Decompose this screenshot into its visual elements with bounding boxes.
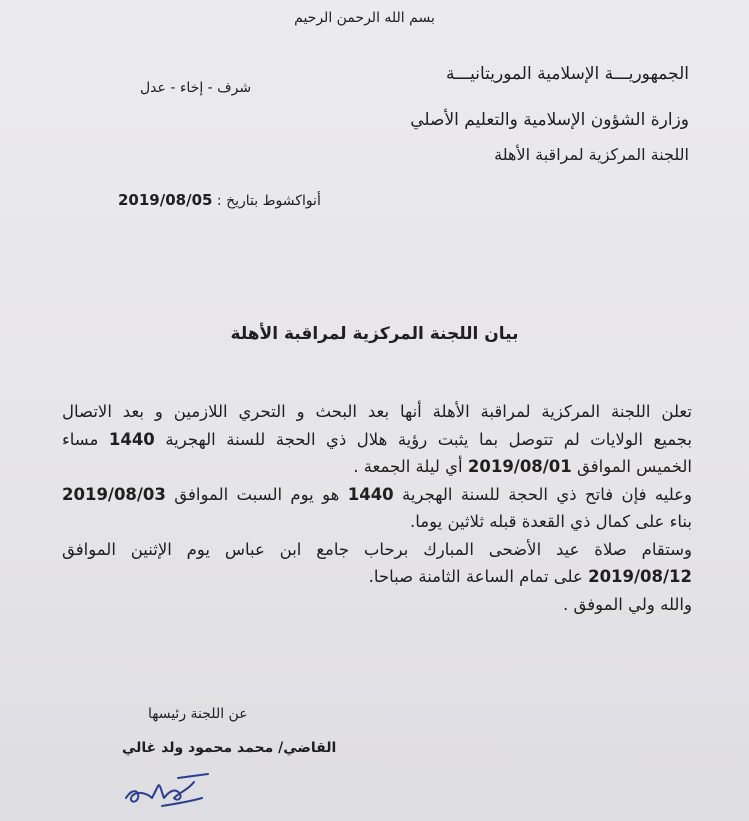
body-line-1 — [62, 398, 692, 426]
body-text: مساء — [62, 429, 99, 449]
body-text: الخميس الموافق — [577, 457, 692, 476]
statement-body — [62, 398, 692, 618]
body-line-2 — [62, 426, 692, 454]
body-text: تعلن اللجنة المركزية لمراقبة الأهلة أنها بعد البحث و التحري اللازمين و بعد الاتصال — [62, 402, 692, 421]
gregorian-date: 2019/08/03 — [62, 484, 166, 504]
body-text: وستقام صلاة عيد الأضحى المبارك برحاب جامع ابن عباس يوم الإثنين الموافق — [62, 539, 692, 559]
body-text: وعليه فإن فاتح ذي الحجة للسنة الهجرية — [402, 484, 693, 504]
signature-caption: عن اللجنة رئيسها — [148, 706, 248, 722]
signatory-name: القاضي/ محمد محمود ولد غالي — [122, 740, 337, 756]
body-line-8 — [62, 591, 692, 619]
body-text: بجميع الولايات لم تتوصل بما يثبت رؤية هلال ذي الحجة للسنة الهجرية — [165, 429, 693, 449]
gregorian-date: 2019/08/12 — [588, 567, 692, 586]
basmala: بسم الله الرحمن الرحيم — [294, 10, 435, 26]
date-value: 2019/08/05 — [118, 191, 213, 209]
body-line-6 — [62, 536, 692, 564]
national-motto: شرف - إخاء - عدل — [140, 80, 252, 96]
body-line-5 — [62, 508, 692, 536]
handwritten-signature — [118, 768, 218, 810]
hijri-year: 1440 — [347, 484, 394, 504]
header-ministry: وزارة الشؤون الإسلامية والتعليم الأصلي — [410, 110, 689, 130]
date-label: أنواكشوط بتاريخ : — [216, 193, 321, 209]
body-text: أي ليلة الجمعة . — [353, 457, 463, 476]
body-text: والله ولي الموفق . — [563, 594, 692, 614]
body-text: على تمام الساعة الثامنة صباحا. — [368, 567, 583, 586]
header-committee: اللجنة المركزية لمراقبة الأهلة — [494, 145, 689, 164]
gregorian-date: 2019/08/01 — [467, 457, 572, 476]
body-line-4 — [62, 481, 692, 509]
date-line — [118, 191, 321, 209]
hijri-year: 1440 — [108, 429, 155, 449]
body-line-7 — [62, 563, 692, 591]
body-text: بناء على كمال ذي القعدة قبله ثلاثين يوما. — [410, 512, 692, 531]
header-country: الجمهوريـــة الإسلامية الموريتانيـــة — [446, 64, 689, 84]
body-text: هو يوم السبت الموافق — [174, 484, 340, 504]
document-title: بيان اللجنة المركزية لمراقبة الأهلة — [230, 324, 519, 344]
body-line-3 — [62, 453, 692, 481]
